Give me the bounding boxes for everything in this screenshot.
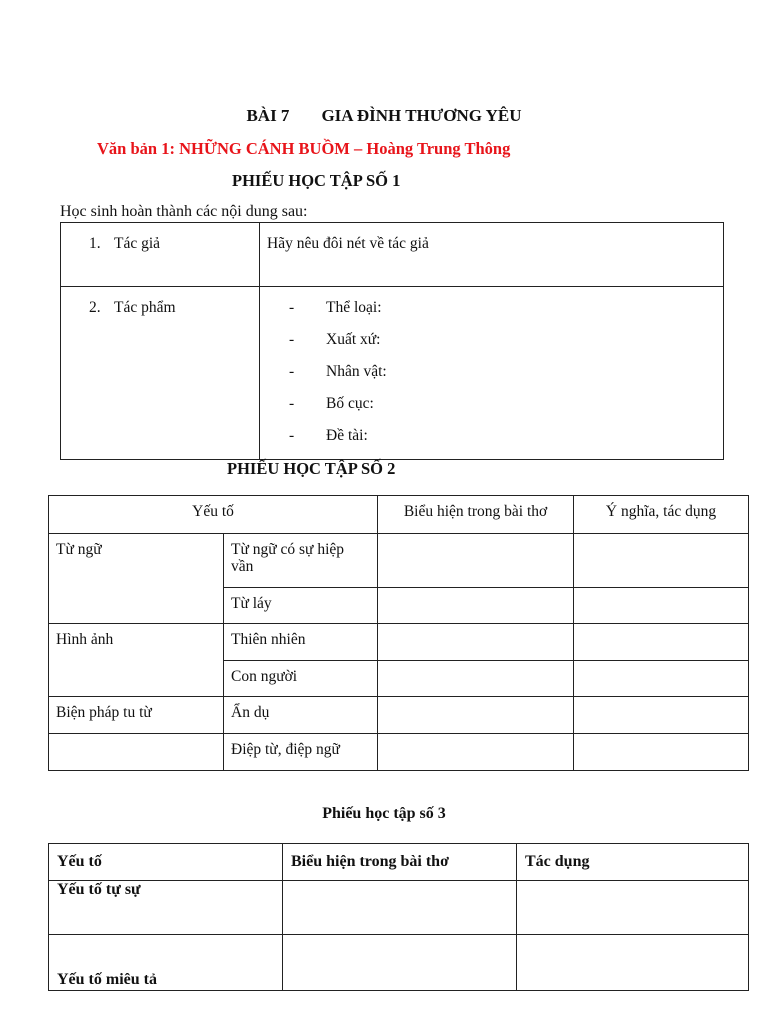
header-cell: Yếu tố [49, 496, 378, 534]
table-row [49, 697, 749, 734]
group-cell [49, 734, 224, 771]
table-row [49, 624, 749, 661]
sheet1-intro: Học sinh hoàn thành các nội dung sau: [60, 203, 308, 220]
item-cell: Điệp từ, điệp ngữ [224, 734, 378, 771]
item-cell: Ẩn dụ [224, 697, 378, 734]
lesson-number: BÀI 7 [246, 106, 290, 125]
header-cell: Biểu hiện trong bài thơ [283, 844, 517, 881]
answer-cell[interactable] [574, 697, 749, 734]
answer-cell[interactable] [378, 661, 574, 697]
row-label-cell: Yếu tố tự sự [49, 881, 283, 935]
answer-cell[interactable] [574, 624, 749, 661]
row-number: 1. [89, 235, 101, 252]
table-cell [61, 223, 260, 287]
table-row [49, 734, 749, 771]
header-cell: Tác dụng [517, 844, 749, 881]
row-label: Tác phẩm [114, 299, 176, 316]
answer-cell[interactable] [378, 624, 574, 661]
header-cell: Yếu tố [49, 844, 283, 881]
answer-cell[interactable] [378, 734, 574, 771]
list-item: - Thể loại: [289, 299, 382, 316]
list-item: - Đề tài: [289, 427, 368, 444]
answer-cell[interactable] [378, 534, 574, 588]
sheet1-table [60, 222, 724, 460]
item-cell: Con người [224, 661, 378, 697]
sheet3-table [48, 843, 749, 991]
row-label: Tác giả [114, 235, 161, 252]
table-cell: Hãy nêu đôi nét về tác giả [260, 223, 724, 287]
table-row [61, 287, 724, 460]
table-cell [260, 287, 724, 460]
answer-cell[interactable] [574, 534, 749, 588]
table-header-row [49, 844, 749, 881]
sheet2-title: PHIẾU HỌC TẬP SỐ 2 [227, 459, 396, 478]
table-row [49, 534, 749, 588]
sheet3-title: Phiếu học tập số 3 [322, 805, 446, 822]
answer-cell[interactable] [574, 734, 749, 771]
answer-cell[interactable] [378, 697, 574, 734]
answer-cell[interactable] [283, 935, 517, 991]
answer-cell[interactable] [283, 881, 517, 935]
header-cell: Ý nghĩa, tác dụng [574, 496, 749, 534]
list-item: - Nhân vật: [289, 363, 387, 380]
text-subtitle: Văn bản 1: NHỮNG CÁNH BUỒM – Hoàng Trung Thông [97, 139, 511, 158]
answer-cell[interactable] [574, 588, 749, 624]
list-item: - Bố cục: [289, 395, 374, 412]
table-row [49, 935, 749, 991]
item-cell: Từ láy [224, 588, 378, 624]
answer-cell[interactable] [378, 588, 574, 624]
sheet2-table [48, 495, 749, 771]
group-cell: Hình ảnh [49, 624, 224, 697]
table-row [49, 881, 749, 935]
table-header-row [49, 496, 749, 534]
table-row [61, 223, 724, 287]
list-item: - Xuất xứ: [289, 331, 381, 348]
item-cell: Thiên nhiên [224, 624, 378, 661]
lesson-theme: GIA ĐÌNH THƯƠNG YÊU [321, 106, 522, 125]
sheet1-title: PHIẾU HỌC TẬP SỐ 1 [232, 171, 401, 190]
answer-cell[interactable] [574, 661, 749, 697]
answer-cell[interactable] [517, 881, 749, 935]
item-cell: Từ ngữ có sự hiệp vần [224, 534, 378, 588]
table-cell [61, 287, 260, 460]
lesson-heading [0, 106, 768, 126]
group-cell: Biện pháp tu từ [49, 697, 224, 734]
row-label-cell: Yếu tố miêu tả [49, 935, 283, 991]
row-number: 2. [89, 299, 101, 316]
answer-cell[interactable] [517, 935, 749, 991]
header-cell: Biểu hiện trong bài thơ [378, 496, 574, 534]
work-info-list [267, 299, 723, 459]
group-cell: Từ ngữ [49, 534, 224, 624]
